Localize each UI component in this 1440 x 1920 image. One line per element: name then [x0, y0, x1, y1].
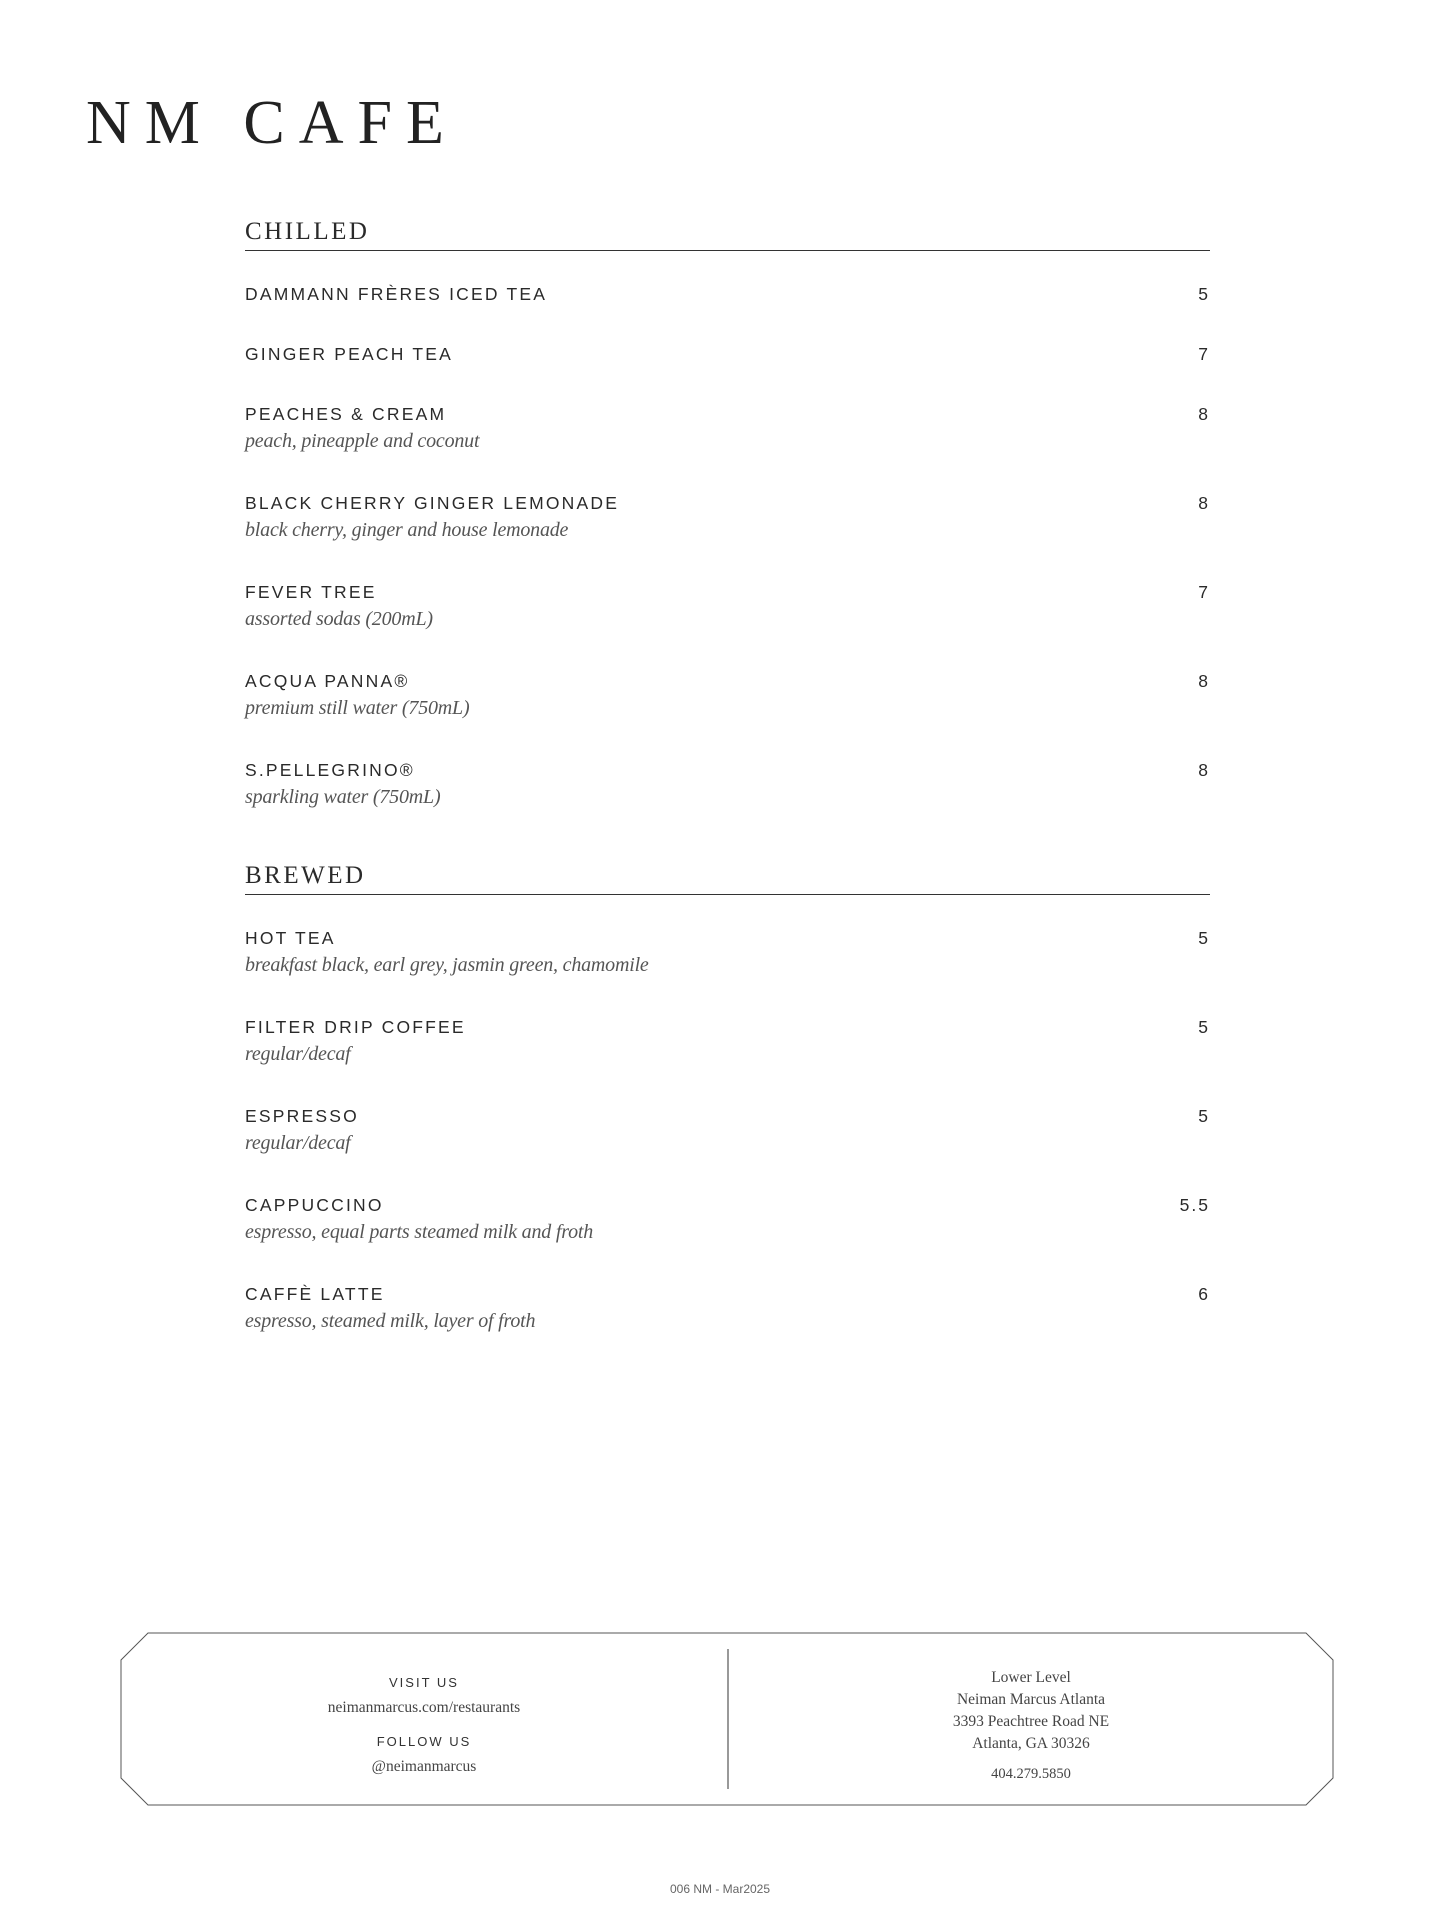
menu-item	[245, 343, 1210, 365]
item-description: black cherry, ginger and house lemonade	[245, 519, 569, 541]
section-title: CHILLED	[245, 218, 1210, 251]
website-link[interactable]: neimanmarcus.com/restaurants	[327, 1699, 521, 1716]
section-title: BREWED	[245, 862, 1210, 895]
item-name: ACQUA PANNA®	[245, 671, 410, 691]
address-line: Neiman Marcus Atlanta	[956, 1691, 1106, 1708]
item-name: PEACHES & CREAM	[245, 404, 447, 424]
item-price: 5.5	[1179, 1195, 1210, 1215]
item-price: 6	[1198, 1284, 1210, 1304]
menu-item	[245, 403, 1210, 454]
menu-item	[245, 1283, 1210, 1334]
item-price: 8	[1198, 760, 1210, 780]
brand-title: NM CAFE	[86, 89, 458, 157]
item-name: ESPRESSO	[245, 1106, 359, 1126]
item-name: S.PELLEGRINO®	[245, 760, 415, 780]
follow-us-label: FOLLOW US	[376, 1734, 472, 1749]
item-description: espresso, steamed milk, layer of froth	[245, 1310, 536, 1332]
phone-number: 404.279.5850	[991, 1766, 1071, 1782]
item-price: 8	[1198, 671, 1210, 691]
item-description: regular/decaf	[245, 1043, 351, 1065]
item-name: CAPPUCCINO	[245, 1195, 384, 1215]
menu-item	[245, 1194, 1210, 1245]
item-price: 5	[1198, 284, 1210, 304]
item-price: 7	[1198, 582, 1210, 602]
menu-item	[245, 283, 1210, 305]
address-block	[728, 1667, 1334, 1755]
item-description: espresso, equal parts steamed milk and froth	[245, 1221, 594, 1243]
item-description: regular/decaf	[245, 1132, 351, 1154]
item-price: 5	[1198, 928, 1210, 948]
visit-us-label: VISIT US	[389, 1675, 459, 1690]
item-name: FILTER DRIP COFFEE	[245, 1017, 466, 1037]
menu-item	[245, 492, 1210, 543]
item-name: CAFFÈ LATTE	[245, 1284, 385, 1304]
menu-item	[245, 1105, 1210, 1156]
item-name: GINGER PEACH TEA	[245, 344, 453, 364]
item-name: HOT TEA	[245, 928, 336, 948]
item-price: 8	[1198, 404, 1210, 424]
footer-info-box	[120, 1632, 1334, 1806]
address-line: Atlanta, GA 30326	[972, 1735, 1090, 1752]
item-description: assorted sodas (200mL)	[245, 608, 433, 630]
item-description: peach, pineapple and coconut	[245, 430, 480, 452]
menu-code: 006 NM - Mar2025	[669, 1882, 771, 1896]
menu-section-brewed	[245, 862, 1210, 1334]
menu-item	[245, 927, 1210, 978]
item-name: BLACK CHERRY GINGER LEMONADE	[245, 493, 620, 513]
menu-item	[245, 759, 1210, 810]
footer-right	[728, 1632, 1334, 1806]
address-line: Lower Level	[991, 1669, 1071, 1686]
menu-section-chilled	[245, 218, 1210, 810]
item-name: FEVER TREE	[245, 582, 377, 602]
footer-left	[120, 1632, 728, 1806]
item-description: premium still water (750mL)	[245, 697, 470, 719]
item-price: 7	[1198, 344, 1210, 364]
item-price: 5	[1198, 1017, 1210, 1037]
item-price: 8	[1198, 493, 1210, 513]
item-price: 5	[1198, 1106, 1210, 1126]
item-description: sparkling water (750mL)	[245, 786, 441, 808]
menu-item	[245, 670, 1210, 721]
item-name: DAMMANN FRÈRES ICED TEA	[245, 284, 548, 304]
item-list	[245, 251, 1210, 810]
address-line: 3393 Peachtree Road NE	[952, 1713, 1110, 1730]
social-handle-link[interactable]: @neimanmarcus	[371, 1758, 477, 1775]
menu-item	[245, 1016, 1210, 1067]
item-description: breakfast black, earl grey, jasmin green, chamomile	[245, 954, 649, 976]
menu	[245, 218, 1210, 1386]
menu-item	[245, 581, 1210, 632]
item-list	[245, 895, 1210, 1334]
